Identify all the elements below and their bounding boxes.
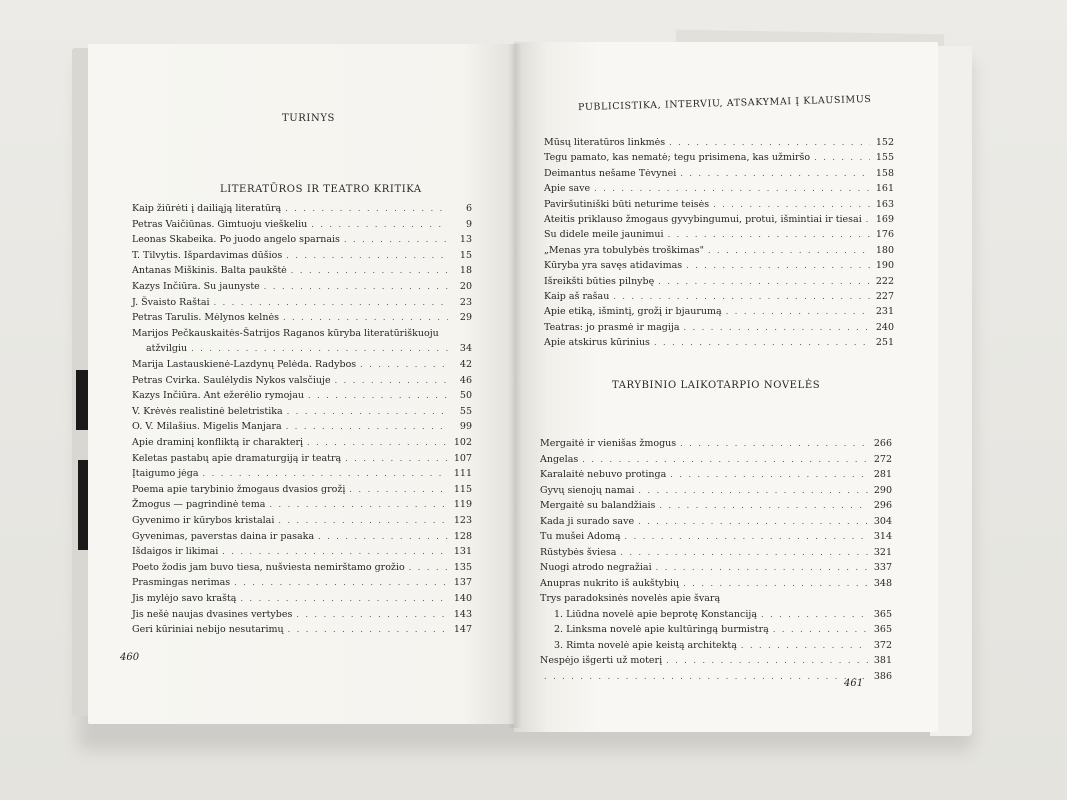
toc-entry-title: Gyvenimas, paverstas daina ir pasaka [132, 530, 315, 542]
dot-leader [741, 639, 868, 652]
toc-entry-title: Petras Tarulis. Mėlynos kelnės [132, 312, 279, 324]
dot-leader [686, 259, 870, 272]
dot-leader [670, 468, 868, 481]
toc-entry [132, 561, 472, 574]
cover-graphic-mark [76, 370, 88, 430]
toc-entry-title: T. Tilvytis. Išpardavimas dūšios [132, 249, 283, 261]
toc-entry-title: 2. Linksma novelė apie kultūringą burmistrą [554, 624, 769, 635]
toc-entry-page: 123 [453, 515, 472, 526]
toc-entry [544, 228, 894, 241]
toc-entry [554, 639, 892, 652]
toc-entry-page: 321 [873, 546, 892, 558]
toc-entry [554, 623, 892, 636]
toc-entry-title: Apie save [544, 183, 591, 195]
toc-entry-title: Antanas Miškinis. Balta paukštė [132, 265, 287, 277]
toc-entry [132, 436, 472, 449]
toc-entry-page: 386 [873, 670, 892, 682]
toc-entry-page: 348 [873, 577, 892, 589]
toc-entry [540, 654, 892, 667]
toc-entry-title: Apie draminį konfliktą ir charakterį [132, 437, 304, 448]
toc-entry-page: 272 [873, 453, 892, 465]
toc-entry-page: 13 [459, 234, 472, 246]
toc-entry-title: Apie atskirus kūrinius [544, 337, 650, 349]
toc-entry-page: 115 [453, 483, 472, 495]
toc-entry-page: 161 [875, 183, 894, 195]
toc-entry-title: Išdaigos ir likimai [132, 546, 219, 558]
toc-entry [132, 592, 472, 605]
toc-entry-title: Žmogus — pagrindinė tema [132, 499, 266, 511]
toc-entry-page: 135 [453, 561, 472, 573]
toc-entry-title: Keletas pastabų apie dramaturgiją ir teatrą [132, 452, 342, 464]
toc-entry [132, 218, 472, 231]
dot-leader [291, 264, 448, 277]
toc-entry-title: Deimantus nešame Tėvynei [544, 167, 677, 179]
toc-entry-page: 34 [459, 343, 472, 355]
toc-entry-title: Anupras nukrito iš aukštybių [540, 577, 680, 589]
toc-entry-title: Leonas Skabeika. Po juodo angelo sparnais [132, 234, 340, 246]
toc-entry [544, 167, 894, 180]
dot-leader [582, 453, 868, 466]
toc-entry-title: Mergaitė su balandžiais [540, 500, 656, 511]
left-page-header: TURINYS [282, 113, 335, 124]
toc-entry-page: 281 [873, 469, 892, 480]
toc-entry-title: Trys paradoksinės novelės apie švarą [540, 593, 721, 604]
toc-entry-page: 143 [453, 608, 472, 620]
toc-entry-title: Tegu pamato, kas nematė; tegu prisimena, kas užmiršo [544, 152, 811, 164]
toc-entry-title: atžvilgiu [146, 343, 188, 355]
toc-entry [544, 305, 894, 318]
dot-leader [638, 515, 868, 528]
toc-entry [132, 452, 472, 465]
toc-entry-title: Marijos Pečkauskaitės-Šatrijos Raganos kūryba literatūriškuoju [132, 327, 439, 339]
toc-entry [132, 498, 472, 511]
toc-entry [132, 514, 472, 527]
page-number-left: 460 [120, 652, 140, 663]
dot-leader [680, 437, 868, 450]
toc-entry-page: 102 [453, 437, 472, 448]
toc-entry-title: Marija Lastauskienė-Lazdynų Pelėda. Radybos [132, 359, 357, 370]
toc-entry-title: Prasmingas nerimas [132, 577, 231, 589]
dot-leader [286, 249, 448, 262]
cover-graphic-mark [78, 460, 88, 550]
dot-leader [544, 670, 868, 683]
toc-entry-title: Tu mušei Adomą [540, 531, 621, 542]
toc-entry-page: 227 [875, 291, 894, 302]
toc-entry-page: 9 [465, 218, 472, 230]
toc-entry-title: Mergaitė ir vienišas žmogus [540, 438, 677, 449]
dot-leader [620, 546, 868, 559]
toc-entry-title: Gyvenimo ir kūrybos kristalai [132, 515, 275, 526]
toc-entry-page: 111 [453, 468, 472, 480]
toc-entry [540, 515, 892, 528]
dot-leader [234, 576, 448, 589]
toc-entry [132, 576, 472, 589]
toc-entry-page: 290 [873, 484, 892, 496]
toc-entry-page: 6 [465, 203, 472, 214]
toc-entry [132, 233, 472, 246]
toc-entry-title: Apie etiką, išmintį, grožį ir bjaurumą [544, 306, 722, 318]
toc-entry [544, 213, 894, 226]
toc-entry-title: Mūsų literatūros linkmės [544, 137, 666, 148]
toc-entry-title: 1. Liūdna novelė apie beprotę Konstanciją [554, 608, 757, 620]
dot-leader [773, 623, 868, 636]
toc-entry-page: 23 [459, 296, 472, 308]
toc-entry-page: 99 [459, 421, 472, 433]
toc-entry-page: 231 [875, 306, 894, 318]
dot-leader [658, 275, 870, 288]
toc-entry-title: 3. Rimta novelė apie keistą architektą [554, 639, 737, 651]
dot-leader [240, 592, 448, 605]
toc-entry [540, 577, 892, 590]
dot-leader [360, 358, 448, 371]
toc-entry-page: 42 [459, 359, 472, 370]
dot-leader [659, 499, 868, 512]
toc-entry [540, 530, 892, 543]
toc-entry-page: 20 [459, 281, 472, 292]
toc-entry-title: Teatras: jo prasmė ir magija [544, 321, 680, 333]
toc-entry-page: 190 [875, 260, 894, 272]
page-number-right: 461 [844, 678, 864, 689]
toc-entry-title: Nuogi atrodo negražiai [540, 562, 652, 573]
toc-entry-title: Kūryba yra savęs atidavimas [544, 260, 683, 272]
dot-leader [669, 136, 870, 149]
toc-entry [544, 290, 894, 303]
toc-entry-page: 46 [459, 374, 472, 386]
toc-entry-page: 372 [873, 639, 892, 651]
right-page [514, 42, 938, 732]
toc-entry [544, 336, 894, 349]
toc-entry-page: 365 [873, 608, 892, 620]
toc-entry-page: 169 [875, 214, 894, 225]
dot-leader [349, 483, 448, 496]
toc-entry [540, 437, 892, 450]
toc-entry-page: 147 [453, 624, 472, 636]
dot-leader [866, 213, 870, 226]
toc-entry [132, 264, 472, 277]
toc-entry-page: 296 [873, 500, 892, 511]
dot-leader [335, 374, 448, 387]
dot-leader [269, 498, 448, 511]
toc-entry-title: Paviršutiniški būti neturime teisės [544, 198, 710, 210]
toc-entry [132, 374, 472, 387]
dot-leader [409, 561, 448, 574]
toc-entry-page: 155 [875, 152, 894, 164]
dot-leader [286, 420, 448, 433]
dot-leader [666, 654, 868, 667]
toc-entry [540, 546, 892, 559]
dot-leader [308, 389, 448, 402]
toc-entry-page: 140 [453, 593, 472, 604]
toc-entry-page: 304 [873, 515, 892, 527]
toc-entry [132, 545, 472, 558]
toc-entry-title: Kazys Inčiūra. Su jaunyste [132, 281, 260, 292]
book-gutter [508, 44, 522, 728]
dot-leader [318, 530, 448, 543]
toc-entry-title: Su didele meile jaunimui [544, 229, 664, 241]
toc-entry-title: Kaip žiūrėti į dailiąją literatūrą [132, 203, 282, 214]
dot-leader [278, 514, 448, 527]
toc-entry [544, 321, 894, 334]
toc-entry [540, 499, 892, 512]
dot-leader [285, 202, 448, 215]
left-section-title: LITERATŪROS IR TEATRO KRITIKA [220, 184, 422, 195]
toc-entry-page: 137 [453, 577, 472, 589]
toc-entry [544, 136, 894, 149]
toc-entry-title: V. Krėvės realistinė beletristika [132, 405, 283, 417]
toc-entry [132, 467, 472, 480]
toc-entry-page: 365 [873, 624, 892, 635]
dot-leader [683, 577, 868, 590]
toc-entry-page: 119 [453, 499, 472, 511]
toc-entry-page: 29 [459, 312, 472, 324]
dot-leader [311, 218, 448, 231]
dot-leader [594, 182, 870, 195]
toc-entry-page: 128 [453, 530, 472, 542]
toc-entry [544, 275, 894, 288]
toc-entry-page: 158 [875, 167, 894, 179]
toc-entry-title: Kazys Inčiūra. Ant ežerėlio rymojau [132, 390, 305, 402]
toc-entry-title: Gyvų sienojų namai [540, 484, 635, 496]
toc-entry [132, 311, 472, 324]
toc-entry-title: Išreikšti būties pilnybę [544, 275, 655, 287]
toc-entry-title: Rūstybės šviesa [540, 546, 617, 558]
toc-entry [132, 530, 472, 543]
cover-art [932, 440, 972, 740]
toc-entry [544, 244, 894, 257]
dot-leader [708, 244, 870, 257]
toc-entry-title: Karalaitė nebuvo protinga [540, 469, 667, 480]
toc-entry-page: 18 [459, 265, 472, 277]
toc-entry-title: Įtaigumo jėga [132, 468, 199, 480]
toc-entry-page: 180 [875, 244, 894, 256]
toc-entry [554, 608, 892, 621]
toc-entry-page: 163 [875, 198, 894, 210]
dot-leader [344, 233, 448, 246]
toc-entry [544, 259, 894, 272]
dot-leader [288, 623, 448, 636]
toc-entry [544, 198, 894, 211]
toc-entry [132, 280, 472, 293]
toc-entry [132, 623, 472, 636]
dot-leader [761, 608, 868, 621]
toc-entry-title: J. Švaisto Raštai [132, 296, 210, 308]
toc-entry [540, 468, 892, 481]
toc-entry [132, 389, 472, 402]
dot-leader [345, 452, 448, 465]
dot-leader [296, 608, 448, 621]
dot-leader [656, 561, 868, 574]
toc-entry [540, 484, 892, 497]
toc-entry-title: Jis mylėjo savo kraštą [132, 593, 237, 604]
toc-entry-title: Ateitis priklauso žmogaus gyvybingumui, protui, išmintiai ir tiesai [544, 214, 862, 225]
dot-leader [726, 305, 870, 318]
toc-entry-title: Jis nešė naujas dvasines vertybes [132, 608, 293, 620]
toc-entry [544, 151, 894, 164]
toc-entry [540, 453, 892, 466]
toc-entry-page: 131 [453, 546, 472, 558]
toc-entry-page: 240 [875, 321, 894, 333]
toc-entry-page: 314 [873, 531, 892, 542]
toc-entry-page: 222 [875, 275, 894, 287]
toc-entry-page: 337 [873, 562, 892, 573]
right-section-title: TARYBINIO LAIKOTARPIO NOVELĖS [612, 380, 821, 391]
dot-leader [668, 228, 870, 241]
dot-leader [713, 198, 870, 211]
toc-entry [132, 608, 472, 621]
toc-entry-page: 176 [875, 229, 894, 241]
dot-leader [684, 321, 870, 334]
toc-entry [132, 358, 472, 371]
dot-leader [283, 311, 448, 324]
dot-leader [214, 296, 448, 309]
toc-entry [132, 420, 472, 433]
toc-entry-page: 266 [873, 438, 892, 449]
dot-leader [222, 545, 448, 558]
toc-entry-page: 381 [873, 655, 892, 666]
dot-leader [680, 167, 870, 180]
toc-entry [540, 561, 892, 574]
dot-leader [191, 342, 448, 355]
toc-entry-title: Kada ji surado save [540, 515, 635, 527]
toc-entry [132, 405, 472, 418]
dot-leader [625, 530, 869, 543]
toc-entry-page: 55 [459, 405, 472, 417]
toc-entry-page: 251 [875, 337, 894, 349]
toc-entry [146, 342, 472, 355]
toc-entry-title: Nespėjo išgerti už moterį [540, 655, 663, 666]
toc-entry-title: Angelas [540, 453, 579, 465]
dot-leader [638, 484, 868, 497]
toc-entry-page: 107 [453, 452, 472, 464]
toc-entry [544, 182, 894, 195]
toc-entry-page: 50 [459, 390, 472, 402]
left-page [88, 44, 514, 724]
dot-leader [654, 336, 870, 349]
toc-entry-page: 15 [459, 249, 472, 261]
toc-entry [132, 296, 472, 309]
toc-entry [540, 670, 892, 683]
dot-leader [203, 467, 448, 480]
dot-leader [814, 151, 870, 164]
dot-leader [307, 436, 448, 449]
toc-entry-page: 152 [875, 137, 894, 148]
right-page-header: PUBLICISTIKA, INTERVIU, ATSAKYMAI Į KLAUSIMUS [577, 93, 872, 114]
toc-entry-title: Geri kūriniai nebijo nesutarimų [132, 624, 284, 636]
toc-entry [132, 483, 472, 496]
toc-entry [132, 249, 472, 262]
toc-entry-title: Kaip aš rašau [544, 291, 610, 302]
toc-entry-title: Poeto žodis jam buvo tiesa, nušviesta nemirštamo grožio [132, 561, 405, 573]
toc-entry-title: O. V. Milašius. Migelis Manjara [132, 421, 282, 433]
toc-entry-title: Petras Cvirka. Saulėlydis Nykos valsčiuje [132, 374, 331, 386]
dot-leader [287, 405, 448, 418]
toc-entry-title: „Menas yra tobulybės troškimas" [544, 244, 704, 256]
toc-entry-title: Petras Vaičiūnas. Gimtuoju vieškeliu [132, 218, 308, 230]
dot-leader [264, 280, 448, 293]
toc-entry-title: Poema apie tarybinio žmogaus dvasios grožį [132, 483, 346, 495]
dot-leader [613, 290, 870, 303]
toc-entry [132, 202, 472, 215]
